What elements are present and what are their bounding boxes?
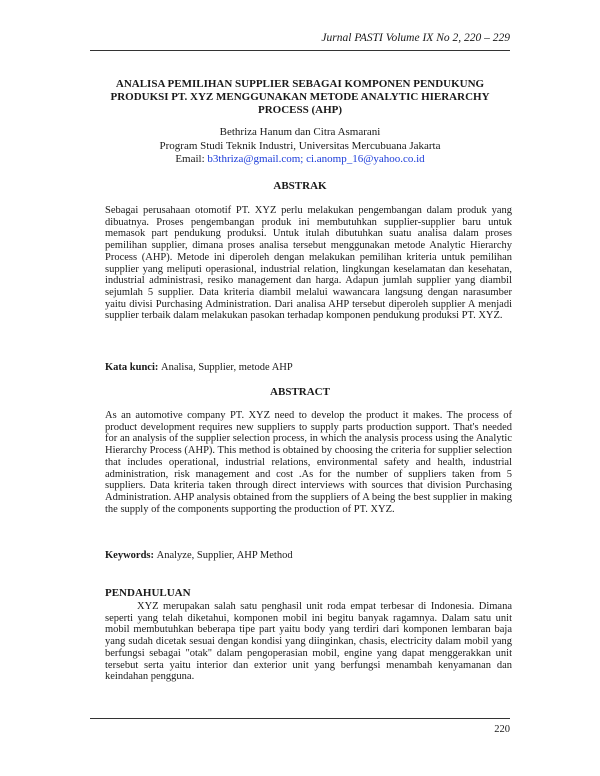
abstrak-heading: ABSTRAK	[273, 180, 327, 192]
journal-header: Jurnal PASTI Volume IX No 2, 220 – 229	[321, 32, 510, 44]
author-email-line	[90, 153, 510, 167]
author-block	[90, 126, 510, 167]
abstract-body: As an automotive company PT. XYZ need to develop the product it makes. The process of product development requires new suppliers to supply parts production support. That's needed for an analysis of the supplier selection process, in which the analysis process using the Analytic Hierarchy Process (AHP). This method is obtained by choosing the criteria for supplier selection that includes operational, industrial relations, environmental safety and health, industrial administration, risk management and cost .As for the number of suppliers taken from 5 suppliers. Data kriteria taken through direct interviews with sources that division Purchasing Administration. AHP analysis obtained from the suppliers of A being the best supplier in making the supply of the components supporting the production of PT. XYZ.	[105, 410, 512, 515]
intro-body	[105, 601, 512, 683]
keywords-line	[105, 550, 512, 561]
kata-kunci-label: Kata kunci:	[105, 362, 162, 373]
author-names: Bethriza Hanum dan Citra Asmarani	[219, 126, 381, 138]
intro-heading: PENDAHULUAN	[105, 587, 191, 599]
abstrak-body: Sebagai perusahaan otomotif PT. XYZ perlu melakukan pengembangan dalam produk yang dibuatnya. Proses pengembangan produk ini membutuhkan supplier-supplier baru untuk memasok part pendukung produksi. Untuk itulah dibutuhkan suatu analisa dalam proses pemilihan supplier, dimana proses analisa tersebut menggunakan metode Analytic Hierarchy Process (AHP). Metode ini diperoleh dengan melakukan pemilihan kriteria untuk pemilihan supplier yang meliputi operasional, industrial relation, lingkungan keselamatan dan kesehatan, industrial administrasi, resiko management dan harga. Adapun jumlah supplier yang diambil sejumlah 5 supplier. Data kriteria diambil melalui wawancara langsung dengan narasumber yaitu divisi Purchasing Administration. Dari analisa AHP tersebut diperoleh supplier A menjadi supplier terbaik dalam melakukan pasokan terhadap komponen pendukung produksi PT. XYZ.	[105, 205, 512, 322]
footer-divider	[90, 718, 510, 719]
email-label: Email:	[175, 153, 208, 165]
abstract-heading: ABSTRACT	[270, 386, 330, 398]
header-divider	[90, 50, 510, 51]
intro-text: XYZ merupakan salah satu penghasil unit roda empat terbesar di Indonesia. Dimana seperti yang telah diketahui, komponen mobil ini begitu banyak ragamnya. Dalam satu unit mobil membutuhkan beberapa tipe part yaitu body yang terdiri dari komponen lembaran baja yang sudah dicetak sesuai dengan kondisi yang diinginkan, chasis, electricity dalam mobil yang berfungsi sebagai "otak" dalam pengoperasian mobil, engine yang dapat menggerakkan unit tersebut serta yaitu interior dan exterior unit yang berfungsi menambah kenyamanan dan keindahan pengguna.	[105, 601, 512, 683]
author-affiliation: Program Studi Teknik Industri, Universitas Mercubuana Jakarta	[159, 139, 441, 152]
page-number: 220	[494, 724, 510, 735]
paper-title: ANALISA PEMILIHAN SUPPLIER SEBAGAI KOMPONEN PENDUKUNG PRODUKSI PT. XYZ MENGGUNAKAN METODE ANALYTIC HIERARCHY PROCESS (AHP)	[110, 78, 490, 116]
kata-kunci-values: Analisa, Supplier, metode AHP	[161, 362, 293, 373]
keywords-label: Keywords:	[105, 550, 157, 561]
keywords-values: Analyze, Supplier, AHP Method	[156, 550, 293, 561]
email-link[interactable]: b3thriza@gmail.com; ci.anomp_16@yahoo.co.id	[207, 153, 425, 165]
kata-kunci-line	[105, 362, 512, 373]
